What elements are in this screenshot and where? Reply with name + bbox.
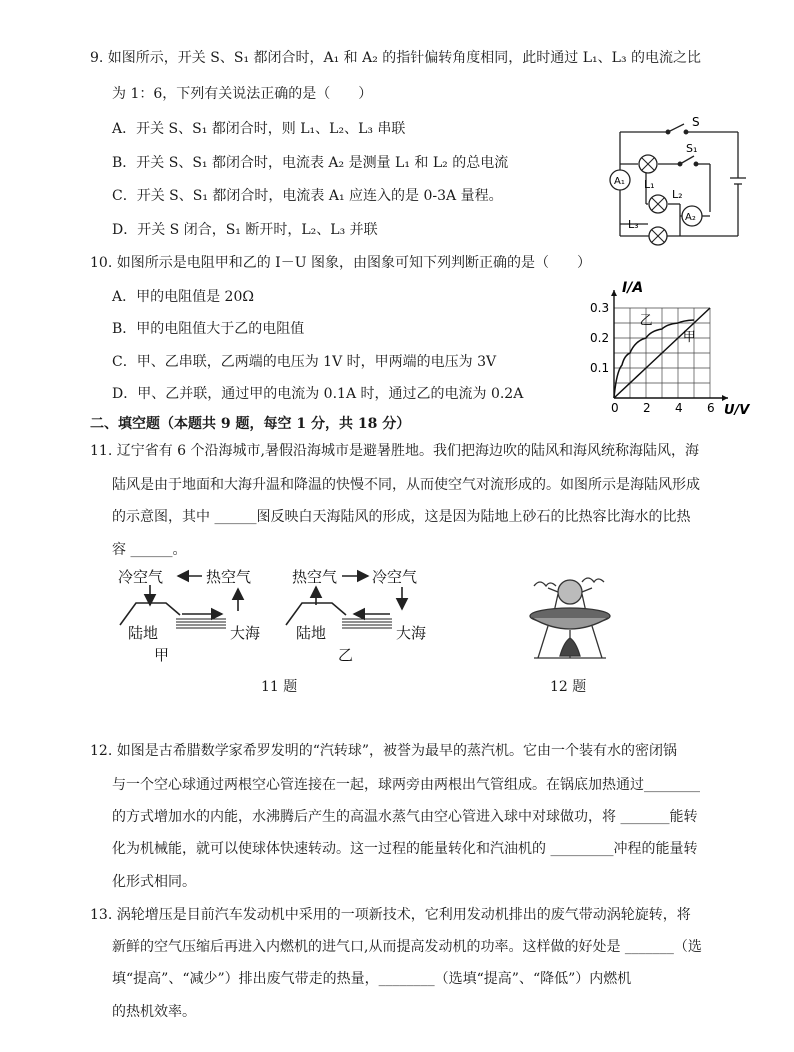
a2-label: A₂: [685, 212, 696, 223]
lamp-l2-label: L₂: [672, 188, 683, 201]
yi-top-left-label: 热空气: [292, 569, 338, 586]
q9-option-b: B．开关 S、S₁ 都闭合时，电流表 A₂ 是测量 L₁ 和 L₂ 的总电流: [112, 155, 509, 171]
fig12-caption: 12 题: [550, 679, 587, 695]
q9-option-d: D．开关 S 闭合，S₁ 断开时，L₂、L₃ 并联: [112, 222, 378, 238]
q10-option-d: D．甲、乙并联，通过甲的电流为 0.1A 时，通过乙的电流为 0.2A: [112, 386, 524, 402]
x-axis-label: U/V: [724, 403, 750, 418]
jia-sea-label: 大海: [230, 625, 261, 642]
q13-line1: 13. 涡轮增压是目前汽车发动机中采用的一项新技术，它利用发动机排出的废气带动涡轮旋转，将: [90, 907, 691, 923]
jia-top-right-label: 热空气: [206, 569, 252, 586]
sea-land-breeze-figure: [110, 565, 450, 667]
lamp-l1-label: L₁: [644, 178, 655, 191]
yi-top-right-label: 冷空气: [372, 569, 418, 586]
x-tick-label: 2: [643, 401, 651, 415]
y-tick-label: 0.2: [590, 331, 610, 345]
q11-line4: 容 ______。: [112, 542, 187, 558]
x-tick-label: 6: [707, 401, 715, 415]
a1-label: A₁: [614, 176, 625, 187]
yi-land-label: 陆地: [296, 625, 327, 642]
q11-line1: 11. 辽宁省有 6 个沿海城市,暑假沿海城市是避暑胜地。我们把海边吹的陆风和海风统称海陆风，海: [90, 443, 699, 459]
q9-option-a: A．开关 S、S₁ 都闭合时，则 L₁、L₂、L₃ 串联: [112, 121, 406, 137]
series-label-jia: 甲: [682, 330, 696, 345]
y-axis-label: I/A: [622, 280, 644, 296]
switch-s1-label: S₁: [686, 142, 698, 155]
jia-top-left-label: 冷空气: [118, 569, 164, 586]
q9-stem-line1: 9. 如图所示，开关 S、S₁ 都闭合时，A₁ 和 A₂ 的指针偏转角度相同，此时通过 L₁、L₃ 的电流之比: [90, 50, 702, 66]
q11-line2: 陆风是由于地面和大海升温和降温的快慢不同，从而使空气对流形成的。如图所示是海陆风形成: [112, 477, 700, 493]
q10-option-a: A．甲的电阻值是 20Ω: [112, 289, 254, 305]
q9-option-c: C．开关 S、S₁ 都闭合时，电流表 A₁ 应连入的是 0-3A 量程。: [112, 188, 503, 204]
q13-line2: 新鲜的空气压缩后再进入内燃机的进气口,从而提高发动机的功率。这样做的好处是 _______（选: [112, 939, 702, 955]
jia-name-label: 甲: [154, 647, 170, 664]
aeolipile-figure: [520, 564, 620, 664]
iu-chart: [588, 278, 758, 424]
q10-stem: 10. 如图所示是电阻甲和乙的 I－U 图象，由图象可知下列判断正确的是（ ）: [90, 255, 591, 271]
y-tick-label: 0.3: [590, 301, 610, 315]
y-axis-arrow: [611, 290, 617, 296]
y-tick-label: 0.1: [590, 361, 610, 375]
q12-line3: 的方式增加水的内能，水沸腾后产生的高温水蒸气由空心管进入球中对球做功，将 _______能转: [112, 809, 698, 825]
section-2-heading: 二、填空题（本题共 9 题，每空 1 分，共 18 分）: [90, 416, 411, 432]
x-axis-arrow: [722, 395, 728, 401]
q13-line4: 的热机效率。: [112, 1004, 196, 1020]
circuit-diagram: [600, 112, 750, 252]
q12-line2: 与一个空心球通过两根空心管连接在一起，球两旁由两根出气管组成。在锅底加热通过________: [112, 777, 700, 793]
q12-line5: 化形式相同。: [112, 874, 196, 890]
x-tick-label: 0: [611, 401, 619, 415]
q10-option-b: B．甲的电阻值大于乙的电阻值: [112, 321, 305, 337]
series-label-yi: 乙: [639, 313, 653, 329]
q10-option-c: C．甲、乙串联，乙两端的电压为 1V 时，甲两端的电压为 3V: [112, 354, 497, 370]
switch-s-label: S: [692, 115, 700, 129]
fig11-caption: 11 题: [261, 679, 298, 695]
yi-name-label: 乙: [338, 647, 354, 664]
x-tick-label: 4: [675, 401, 683, 415]
q12-line1: 12. 如图是古希腊数学家希罗发明的“汽转球”，被誉为最早的蒸汽机。它由一个装有水的密闭锅: [90, 743, 678, 759]
lamp-l3-label: L₃: [628, 218, 639, 231]
q11-line3: 的示意图，其中 ______图反映白天海陆风的形成，这是因为陆地上砂石的比热容比海水的比热: [112, 509, 691, 525]
jia-land-label: 陆地: [128, 625, 159, 642]
yi-sea-label: 大海: [396, 625, 427, 642]
q12-line4: 化为机械能，就可以使球体快速转动。这一过程的能量转化和汽油机的 _________冲程的能量转: [112, 841, 698, 857]
q13-line3: 填“提高”、“减少”）排出废气带走的热量，________（选填“提高”、“降低”）内燃机: [112, 971, 632, 987]
q9-stem-line2: 为 1：6，下列有关说法正确的是（ ）: [112, 86, 373, 102]
